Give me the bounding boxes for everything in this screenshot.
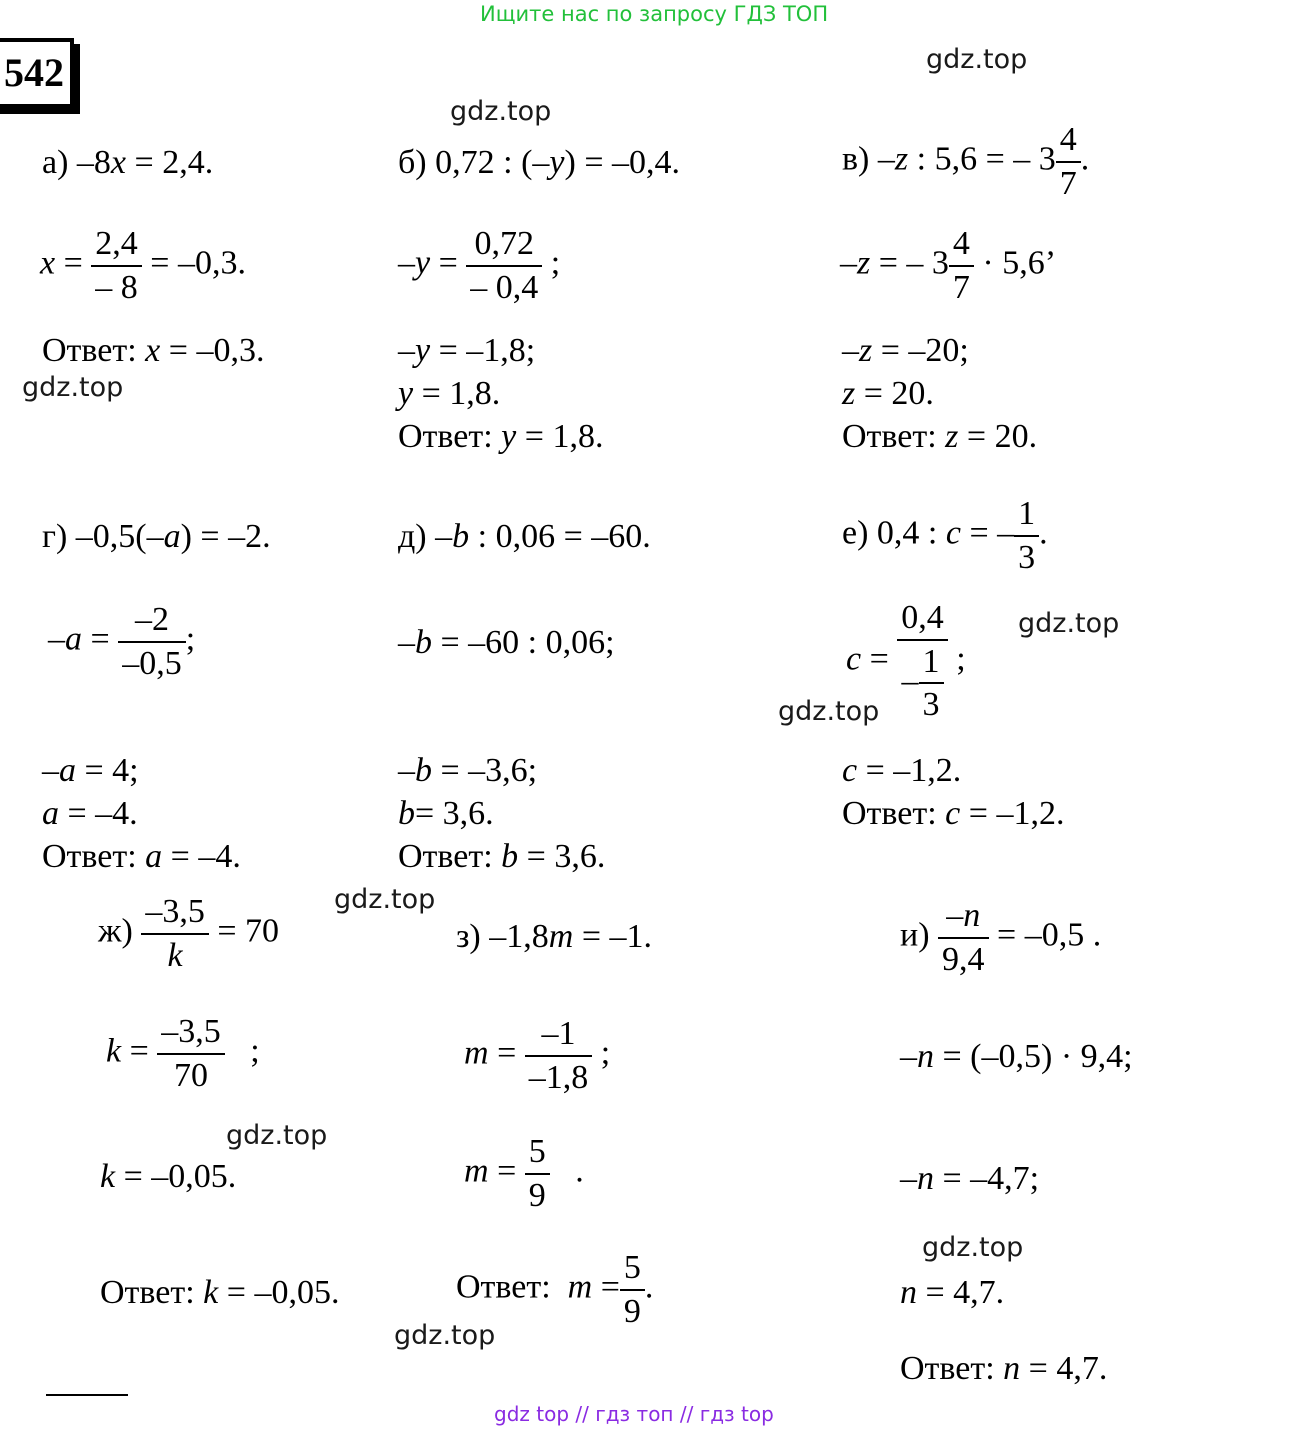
problem-z-equation: з) –1,8m = –1. [456,918,653,955]
problem-g-step3: a = –4. [42,795,138,832]
bottom-rule [46,1394,128,1396]
watermark: gdz.top [922,1232,1024,1263]
problem-d-answer: Ответ: b = 3,6. [398,838,606,875]
problem-z-step2: m = $\frac{5}{9}$ . [464,1133,584,1214]
watermark: gdz.top [778,696,880,727]
problem-zh-answer: Ответ: k = –0,05. [100,1274,340,1311]
problem-b-step3: y = 1,8. [398,375,501,412]
problem-i-step1: –n = (–0,5) · 9,4; [900,1038,1133,1075]
problem-e-step2: c = –1,2. [842,752,962,789]
problem-g-step2: –a = 4; [42,752,139,789]
watermark: gdz.top [394,1320,496,1351]
problem-a-equation: а) –8x = 2,4. [42,144,214,181]
problem-d-step2: –b = –3,6; [398,752,538,789]
problem-e-equation: е) 0,4 : c = – $\frac{1}{3}$ . [842,495,1048,576]
problem-g-equation: г) –0,5(–a) = –2. [42,518,271,555]
watermark: gdz.top [926,44,1028,75]
problem-v-step1: –z = – 3 $\frac{4}{7}$ · 5,6’ [840,225,1057,306]
watermark: gdz.top [450,96,552,127]
problem-z-step1: m = $\frac{-1}{-1,8}$ ; [464,1015,611,1096]
problem-zh-equation: ж) $\frac{-3,5}{k}$ = 70 [98,893,280,974]
problem-d-step1: –b = –60 : 0,06; [398,624,615,661]
problem-b-step2: –y = –1,8; [398,332,536,369]
problem-d-equation: д) –b : 0,06 = –60. [398,518,651,555]
problem-g-answer: Ответ: a = –4. [42,838,241,875]
problem-i-answer: Ответ: n = 4,7. [900,1350,1108,1387]
watermark: gdz.top [1018,608,1120,639]
problem-v-answer: Ответ: z = 20. [842,418,1038,455]
problem-b-equation: б) 0,72 : (–y) = –0,4. [398,144,680,181]
problem-a-answer: Ответ: x = –0,3. [42,332,265,369]
footer-links: gdz top // гдз топ // гдз top [494,1402,774,1426]
problem-i-step2: –n = –4,7; [900,1160,1040,1197]
watermark: gdz.top [226,1120,328,1151]
watermark: gdz.top [334,884,436,915]
problem-e-answer: Ответ: c = –1,2. [842,795,1065,832]
problem-e-step1: c = 0,4 – $\frac{1}{3}$ ; [846,599,966,724]
problem-v-step3: z = 20. [842,375,934,412]
problem-zh-step2: k = –0,05. [100,1158,237,1195]
problem-zh-step1: k = $\frac{-3,5}{70}$ ; [106,1013,260,1094]
problem-v-step2: –z = –20; [842,332,969,369]
problem-d-step3: b= 3,6. [398,795,494,832]
problem-i-equation: и) $\frac{-n}{9,4}$ = –0,5 . [900,897,1102,978]
problem-g-step1: –a = $\frac{-2}{-0,5}$ ; [48,601,196,682]
top-banner: Ищите нас по запросу ГДЗ ТОП [480,2,829,26]
watermark: gdz.top [22,372,124,403]
problem-b-answer: Ответ: y = 1,8. [398,418,604,455]
problem-i-step3: n = 4,7. [900,1274,1005,1311]
problem-b-step1: –y = $\frac{0,72}{- 0,4}$ ; [398,225,561,306]
problem-v-equation: в) –z : 5,6 = – 3 $\frac{4}{7}$ . [842,121,1090,202]
task-number: 542 [0,38,74,108]
problem-z-answer: Ответ: m = $\frac{5}{9}$ . [456,1249,654,1330]
problem-a-step1: x = $\frac{2,4}{- 8}$ = –0,3. [40,225,246,306]
